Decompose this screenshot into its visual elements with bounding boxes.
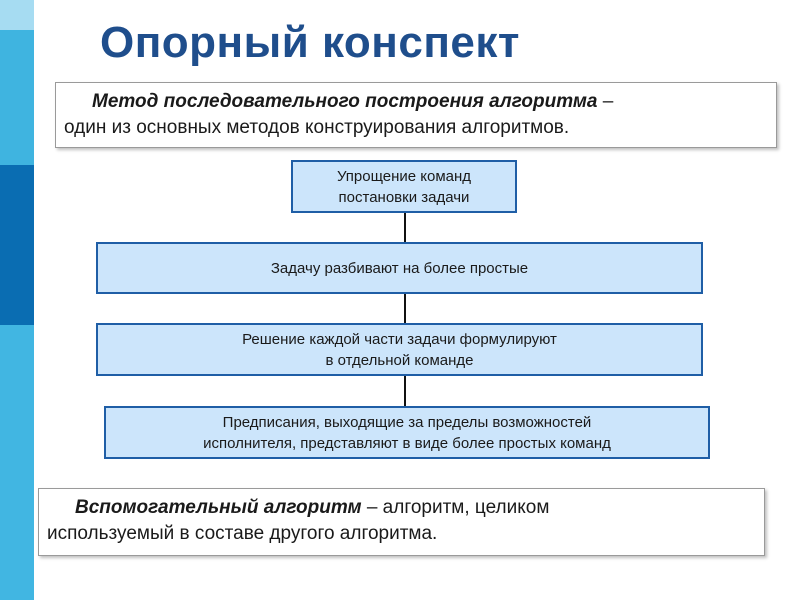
side-decoration-block [0,165,34,325]
diagram-step-3 [96,323,703,376]
slide-title: Опорный конспект [100,18,520,67]
diagram-step-2 [96,242,703,294]
diagram-connector [404,294,406,323]
diagram-step-4 [104,406,710,459]
definition-rest: – алгоритм, целиком [361,497,550,518]
side-divider-line [34,0,36,600]
diagram-step-label: Задачу разбивают на более простые [270,259,529,277]
definition-line-1 [47,495,764,521]
definition-line-1 [64,89,776,115]
diagram-step-label: Упрощение команд постановки задачи [336,167,472,206]
diagram-step-1 [291,160,517,213]
definition-term: Вспомогательный алгоритм [75,497,362,518]
definition-dash: – [597,91,614,112]
definition-box-auxiliary [38,488,765,556]
diagram-step-label: Решение каждой части задачи формулируют в отдельной команде [242,330,557,369]
definition-box-method [55,82,777,148]
diagram-step-label: Предписания, выходящие за пределы возможностей исполнителя, представляют в виде более простых команд [203,413,611,452]
definition-line-2: используемый в составе другого алгоритма. [47,523,438,544]
definition-term: Метод последовательного построения алгоритма [92,91,598,112]
diagram-connector [404,213,406,242]
side-decoration-block [0,325,34,600]
side-decoration-block [0,30,34,165]
diagram-connector [404,376,406,406]
definition-line-2: один из основных методов конструирования алгоритмов. [64,117,570,138]
side-decoration-block [0,0,34,30]
